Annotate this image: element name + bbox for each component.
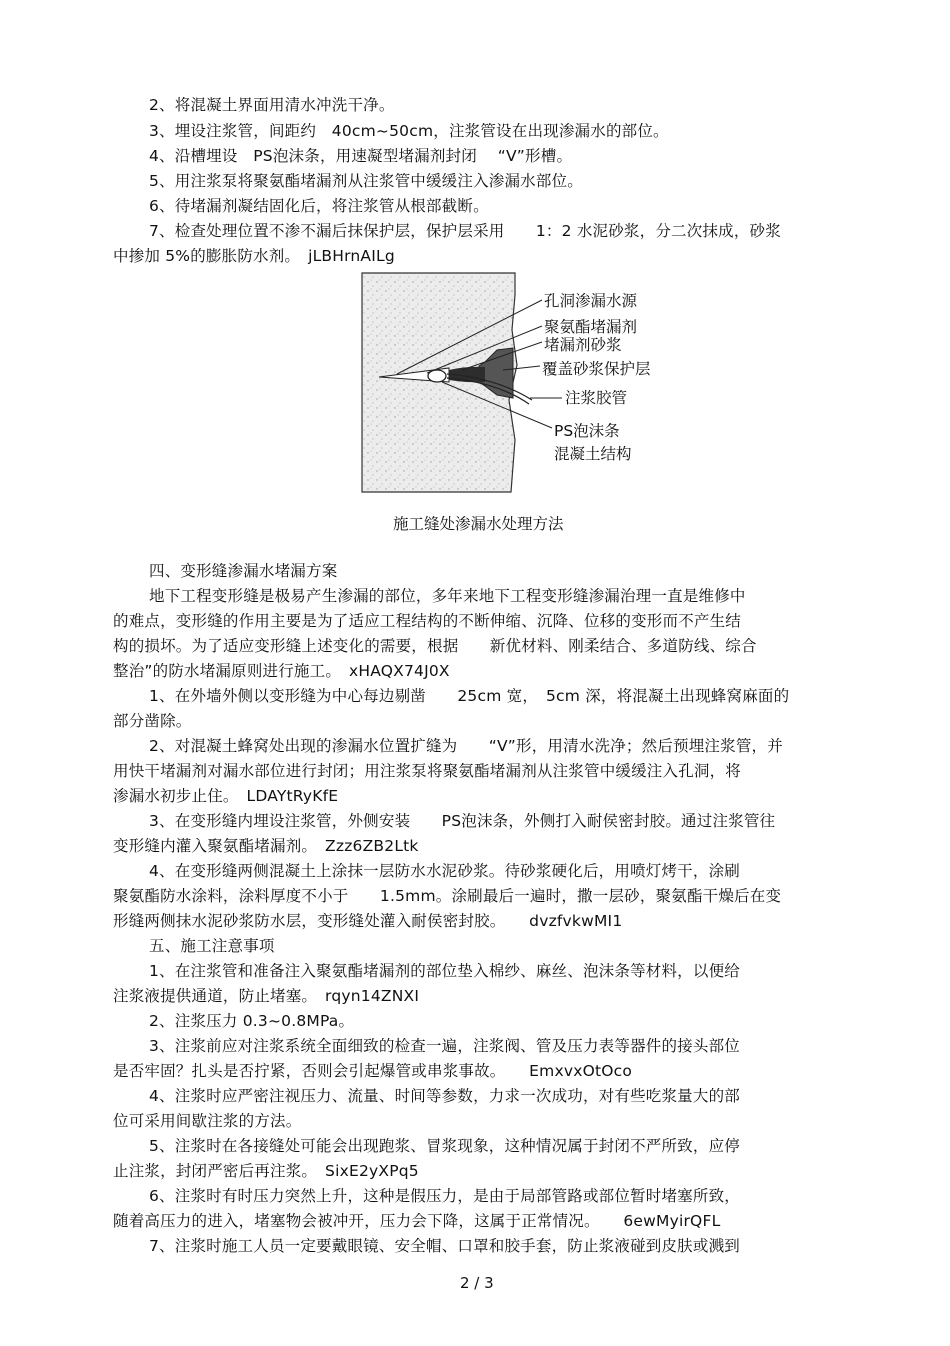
- text-line: 1、在注浆管和准备注入聚氨酯堵漏剂的部位垫入棉纱、麻丝、泡沫条等材料，以便给: [149, 962, 740, 980]
- text-line: 用快干堵漏剂对漏水部位进行封闭；用注浆泵将聚氨酯堵漏剂从注浆管中缓缓注入孔洞，将: [113, 762, 742, 780]
- text-line: 5、注浆时在各接缝处可能会出现跑浆、冒浆现象，这种情况属于封闭不严所致，应停: [149, 1137, 740, 1155]
- figure-label: 注浆胶管: [565, 389, 628, 407]
- text-line: 2、注浆压力 0.3~0.8MPa。: [149, 1012, 355, 1030]
- text-line: 1、在外墙外侧以变形缝为中心每边剔凿 25cm 宽， 5cm 深，将混凝土出现蜂窝麻面的: [149, 687, 790, 705]
- page-number: 2 / 3: [460, 1274, 494, 1292]
- text-line: 6、注浆时有时压力突然上升，这种是假压力，是由于局部管路或部位暂时堵塞所致，: [149, 1187, 740, 1205]
- text-line: 7、注浆时施工人员一定要戴眼镜、安全帽、口罩和胶手套，防止浆液碰到皮肤或溅到: [149, 1237, 740, 1255]
- text-line: 位可采用间歇注浆的方法。: [113, 1112, 302, 1130]
- text-line: 构的损坏。为了适应变形缝上述变化的需要，根据 新优材料、刚柔结合、多道防线、综合: [113, 637, 757, 655]
- diagram-figure: [357, 270, 697, 495]
- text-line: 形缝两侧抹水泥砂浆防水层，变形缝处灌入耐侯密封胶。 dvzfvkwMI1: [113, 912, 623, 930]
- figure-label: PS泡沫条: [554, 422, 620, 440]
- text-line: 5、用注浆泵将聚氨酯堵漏剂从注浆管中缓缓注入渗漏水部位。: [149, 172, 583, 190]
- text-line: 4、沿槽埋设 PS泡沫条，用速凝型堵漏剂封闭 “V”形槽。: [149, 147, 573, 165]
- text-line: 2、对混凝土蜂窝处出现的渗漏水位置扩缝为 “V”形，用清水洗净；然后预埋注浆管，并: [149, 737, 783, 755]
- figure-label: 聚氨酯堵漏剂: [544, 318, 638, 336]
- figure-caption: 施工缝处渗漏水处理方法: [393, 515, 564, 533]
- text-line: 整治”的防水堵漏原则进行施工。 xHAQX74J0X: [113, 662, 450, 680]
- text-line: 4、注浆时应严密注视压力、流量、时间等参数，力求一次成功，对有些吃浆量大的部: [149, 1087, 740, 1105]
- text-line: 6、待堵漏剂凝结固化后，将注浆管从根部截断。: [149, 197, 489, 215]
- text-line: 渗漏水初步止住。 LDAYtRyKfE: [113, 787, 339, 805]
- figure-label: 堵漏剂砂浆: [544, 336, 622, 354]
- text-line: 聚氨酯防水涂料，涂料厚度不小于 1.5mm。涂刷最后一遍时，撒一层砂，聚氨酯干燥后在变: [113, 887, 782, 905]
- text-line: 随着高压力的进入，堵塞物会被冲开，压力会下降，这属于正常情况。 6ewMyirQFL: [113, 1212, 721, 1230]
- figure-label: 混凝土结构: [554, 445, 632, 463]
- figure-label: 孔洞渗漏水源: [544, 292, 638, 310]
- section-heading: 四、变形缝渗漏水堵漏方案: [149, 562, 338, 580]
- text-line: 3、注浆前应对注浆系统全面细致的检查一遍，注浆阀、管及压力表等器件的接头部位: [149, 1037, 740, 1055]
- text-line: 止注浆，封闭严密后再注浆。 SixE2yXPq5: [113, 1162, 419, 1180]
- diagram-svg: [357, 270, 697, 495]
- text-line: 4、在变形缝两侧混凝土上涂抹一层防水水泥砂浆。待砂浆硬化后，用喷灯烤干，涂刷: [149, 862, 740, 880]
- text-line: 注浆液提供通道，防止堵塞。 rqyn14ZNXI: [113, 987, 420, 1005]
- figure-label: 覆盖砂浆保护层: [542, 360, 651, 378]
- text-line: 的难点，变形缝的作用主要是为了适应工程结构的不断伸缩、沉降、位移的变形而不产生结: [113, 612, 742, 630]
- text-line: 3、埋设注浆管，间距约 40cm~50cm，注浆管设在出现渗漏水的部位。: [149, 122, 669, 140]
- text-line: 地下工程变形缝是极易产生渗漏的部位，多年来地下工程变形缝渗漏治理一直是维修中: [149, 587, 746, 605]
- text-line: 7、检查处理位置不渗不漏后抹保护层，保护层采用 1：2 水泥砂浆，分二次抹成，砂浆: [149, 222, 781, 240]
- text-line: 2、将混凝土界面用清水冲洗干净。: [149, 96, 395, 114]
- text-line: 部分凿除。: [113, 712, 192, 730]
- text-line: 3、在变形缝内埋设注浆管，外侧安装 PS泡沫条，外侧打入耐侯密封胶。通过注浆管往: [149, 812, 776, 830]
- section-heading: 五、施工注意事项: [149, 937, 275, 955]
- text-line: 是否牢固？扎头是否拧紧，否则会引起爆管或串浆事故。 EmxvxOtOco: [113, 1062, 633, 1080]
- text-line: 变形缝内灌入聚氨酯堵漏剂。 Zzz6ZB2Ltk: [113, 837, 419, 855]
- text-line: 中掺加 5%的膨胀防水剂。 jLBHrnAILg: [113, 247, 395, 265]
